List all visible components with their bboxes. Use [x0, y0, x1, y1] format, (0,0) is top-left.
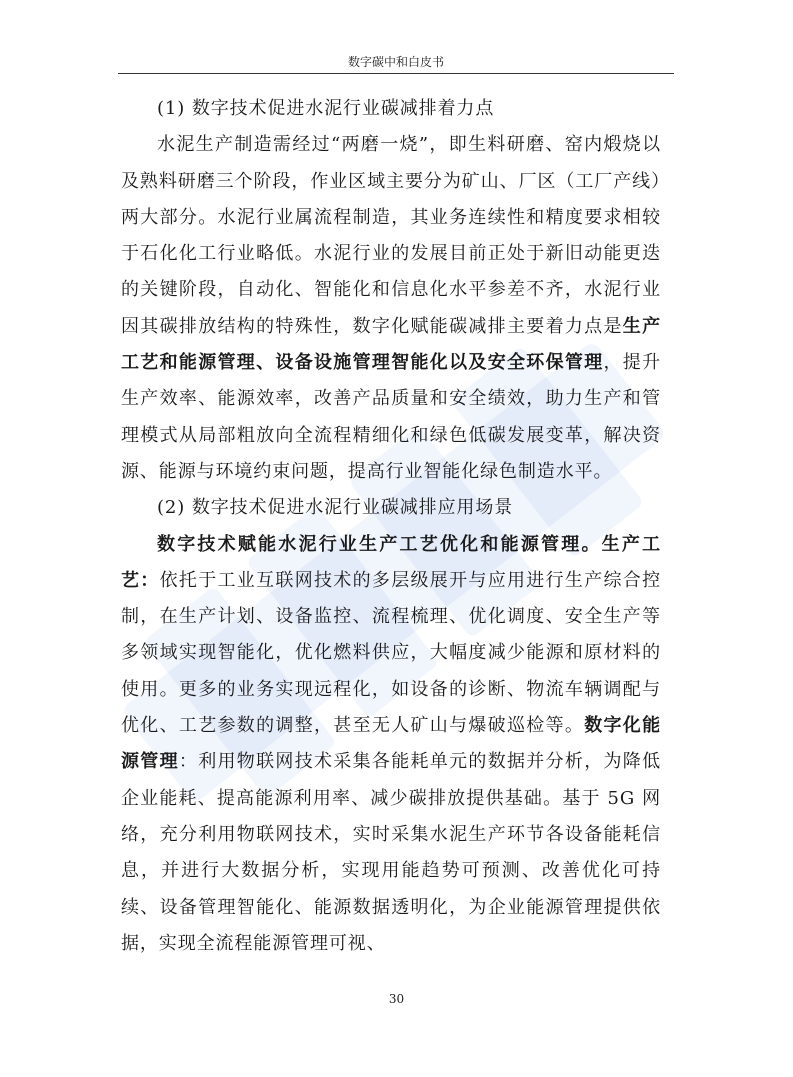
running-header: 数字碳中和白皮书 [347, 55, 444, 69]
page-number: 30 [388, 992, 405, 1006]
bold-text-run: 数字化能源管理 [121, 715, 661, 773]
section-heading: (2) 数字技术促进水泥行业碳减排应用场景 [157, 497, 514, 519]
section-heading: (1) 数字技术促进水泥行业碳减排着力点 [157, 98, 495, 119]
section-cement-focus [121, 91, 661, 490]
body-paragraph [121, 527, 661, 963]
text-run: ：利用物联网技术采集各能耗单元的数据并分析，为降低企业能耗、提高能源利用率、减少碳排放提供基础。基于 5G 网络，充分利用物联网技术，实时采集水泥生产环节各设备能耗信息，并进行大数据分析，实现用能趋势可预测、改善优化可持续、设备管理智能化、能源数据透明化，为企业能源管理提供依据，实现全流程能源管理可视、 [121, 751, 662, 954]
body-paragraph [121, 127, 661, 490]
text-run: 水泥生产制造需经过“两磨一烧”，即生料研磨、窑内煅烧以及熟料研磨三个阶段，作业区域主要分为矿山、厂区（工厂产线）两大部分。水泥行业属流程制造，其业务连续性和精度要求相较于石化化工行业略低。水泥行业的发展目前正处于新旧动能更迭的关键阶段，自动化、智能化和信息化水平参差不齐，水泥行业因其碳排放结构的特殊性，数字化赋能碳减排主要着力点是 [121, 134, 661, 337]
bold-text-run: 生产工艺和能源管理、设备设施管理智能化以及安全环保管理 [121, 315, 661, 374]
header-rule [118, 73, 674, 74]
section-cement-scenarios [121, 490, 661, 962]
bold-text-run: 数字技术赋能水泥行业生产工艺优化和能源管理。生产工艺： [121, 533, 661, 591]
text-run: 依托于工业互联网技术的多层级展开与应用进行生产综合控制，在生产计划、设备监控、流程梳理、优化调度、安全生产等多领域实现智能化，优化燃料供应，大幅度减少能源和原材料的使用。更多的业务实现远程化，如设备的诊断、物流车辆调配与优化、工艺参数的调整，甚至无人矿山与爆破巡检等。 [121, 569, 661, 737]
page-body [121, 91, 661, 962]
text-run: ，提升生产效率、能源效率，改善产品质量和安全绩效，助力生产和管理模式从局部粗放向全流程精细化和绿色低碳发展变革，解决资源、能源与环境约束问题，提高行业智能化绿色制造水平。 [121, 352, 661, 482]
